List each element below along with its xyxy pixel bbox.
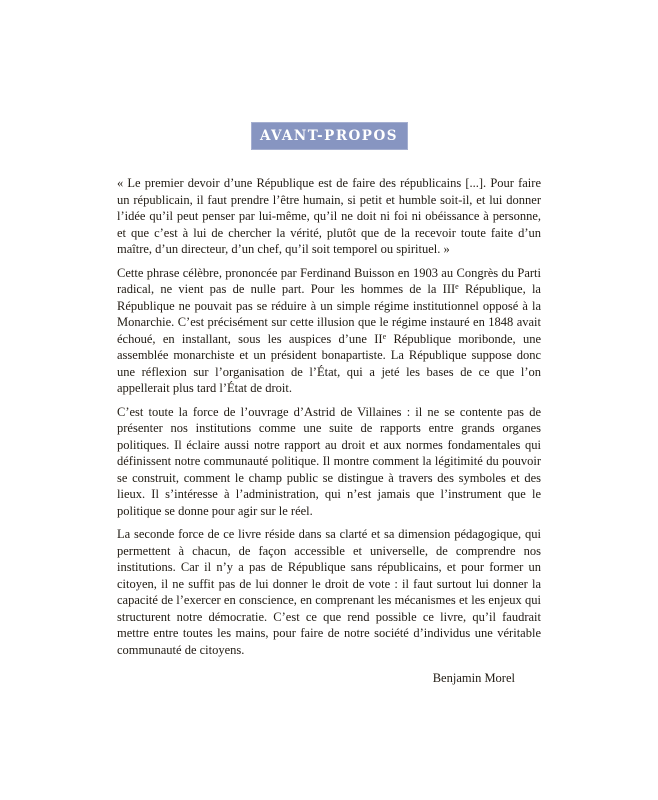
chapter-title: AVANT-PROPOS xyxy=(260,128,398,144)
paragraph-ouvrage: C’est toute la force de l’ouvrage d’Astrid de Villaines : il ne se contente pas de présenter nos institutions comme une suite de rapports entre grands organes politiques. Il éclaire aussi notre rapport au droit et aux normes fondamentales qui définissent notre communauté politique. Il montre comment la légitimité du pouvoir se construit, comment le champ public se distingue à travers des symboles et des lieux. Il s’intéresse à l’administration, qui n’est jamais que l’instrument que le politique se donne pour agir sur le réel. xyxy=(117,404,541,518)
ordinal-superscript: e xyxy=(455,282,459,291)
paragraph-pedagogie: La seconde force de ce livre réside dans sa clarté et sa dimension pédagogique, qui permettent à chacun, de façon accessible et universelle, de comprendre nos institutions. Car il n’y a pas de République sans républicains, et pour former un citoyen, il ne suffit pas de lui donner le droit de vote : il faut surtout lui donner la capacité de l’exercer en conscience, en comprenant les mécanismes et les enjeux qui structurent notre démocratie. C’est ce que rend possible ce livre, qu’il faudrait mettre entre toutes les mains, pour faire de notre société d’individus une véritable communauté de citoyens. xyxy=(117,527,541,657)
chapter-title-banner xyxy=(251,122,408,150)
paragraph-text: République moribonde, une assemblée monarchiste et un président bonapartiste. La République suppose donc une réflexion sur l’organisation de l’État, qui a jeté les bases de ce que l’on appellerait plus tard l’État de droit. xyxy=(117,331,542,395)
paragraph-text: Cette phrase célèbre, prononcée par Ferdinand Buisson en 1903 au Congrès du Parti radical, ne vient pas de nulle part. Pour les hommes de la III xyxy=(117,265,541,296)
author-signature: Benjamin Morel xyxy=(432,671,515,685)
opening-quote-paragraph: « Le premier devoir d’une République est de faire des républicains [...]. Pour faire un républicain, il faut prendre l’être humain, si petit et humble soit-il, et lui donner l’idée qu’il peut penser par lui-même, qu’il ne doit ni foi ni obéissance à personne, et que c’est à lui de chercher la vérité, plutôt que de la recevoir toute faite d’un maître, d’un directeur, d’un chef, qu’il soit temporel ou spirituel. » xyxy=(117,176,541,256)
ordinal-superscript: e xyxy=(382,331,387,341)
paragraph-buisson xyxy=(117,265,541,397)
paragraph-text: République, la République ne pouvait pas se réduire à un simple régime institutionnel opposé à la Monarchie. C’est précisément sur cette illusion que le régime instauré en 1848 avait échoué, en installant, sous les auspices d’une II xyxy=(117,282,541,346)
text-column xyxy=(117,122,541,687)
